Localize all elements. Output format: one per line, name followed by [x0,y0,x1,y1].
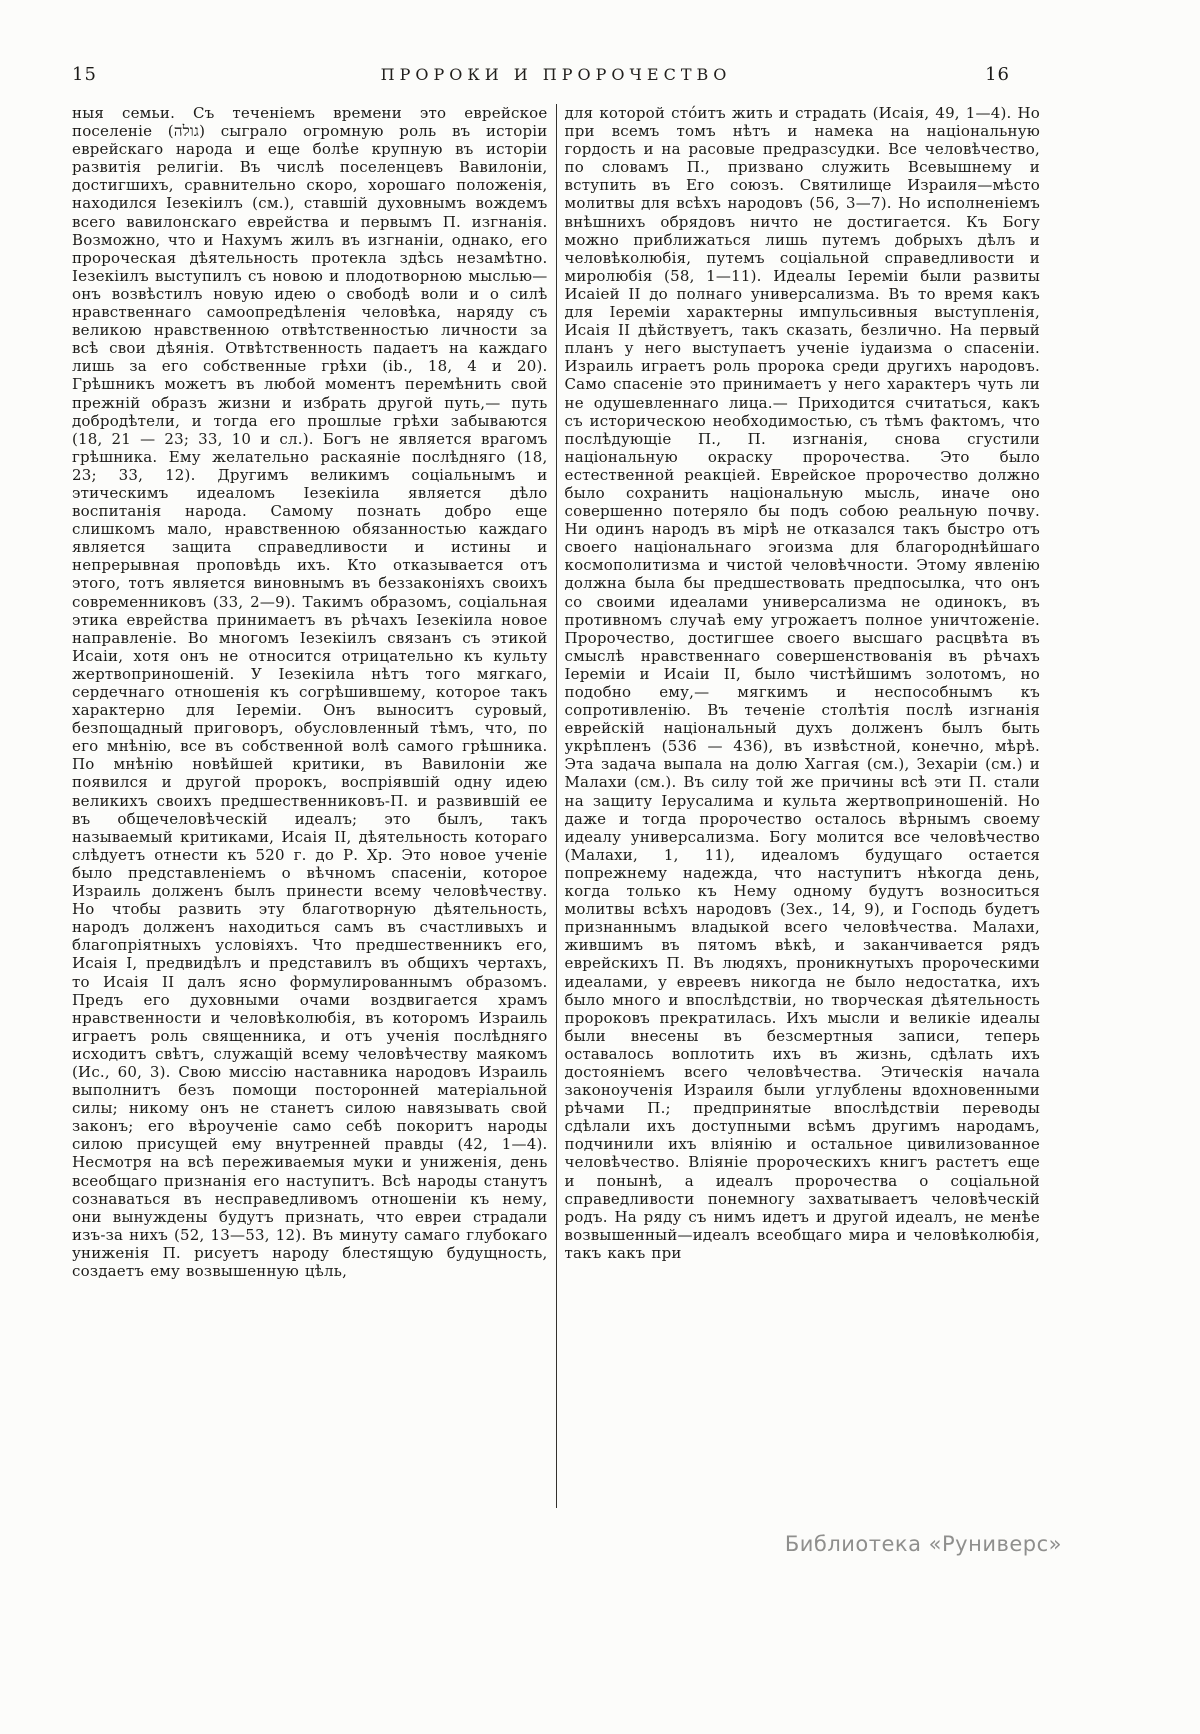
text-columns [72,104,1040,1508]
text-column-left: ныя семьи. Съ теченіемъ времени это еврейское поселеніе (גולה) сыграло огромную роль въ исторіи еврейскаго народа и еще болѣе крупную въ исторіи развитія религіи. Въ числѣ поселенцевъ Вавилоніи, достигшихъ, сравнительно скоро, хорошаго положенія, находился Іезекіилъ (см.), ставшій духовнымъ вождемъ всего вавилонскаго еврейства и первымъ П. изгнанія. Возможно, что и Нахумъ жилъ въ изгнаніи, однако, его пророческая дѣятельность протекла здѣсь незамѣтно. Іезекіилъ выступилъ съ новою и плодотворною мыслью— онъ возвѣстилъ новую идею о свободѣ воли и о силѣ нравственнаго самоопредѣленія человѣка, наряду съ великою нравственною отвѣтственностью личности за всѣ свои дѣянія. Отвѣтственность падаетъ на каждаго лишь за его собственные грѣхи (ib., 18, 4 и 20). Грѣшникъ можетъ въ любой моментъ перемѣнить свой прежній образъ жизни и избрать другой путь,— путь добродѣтели, и тогда его прошлые грѣхи забываются (18, 21 — 23; 33, 10 и сл.). Богъ не является врагомъ грѣшника. Ему желательно раскаяніе послѣдняго (18, 23; 33, 12). Другимъ великимъ соціальнымъ и этическимъ идеаломъ Іезекіила является дѣло воспитанія народа. Самому познать добро еще слишкомъ мало, нравственною обязанностью каждаго является защита справедливости и истины и непрерывная проповѣдь ихъ. Кто отказывается отъ этого, тотъ является виновнымъ въ беззаконіяхъ своихъ современниковъ (33, 2—9). Такимъ образомъ, соціальная этика еврейства принимаетъ въ рѣчахъ Іезекіила новое направленіе. Во многомъ Іезекіилъ связанъ съ этикой Исаіи, хотя онъ не относится отрицательно къ культу жертвоприношеній. У Іезекіила нѣтъ того мягкаго, сердечнаго отношенія къ согрѣшившему, которое такъ характерно для Іереміи. Онъ выноситъ суровый, безпощадный приговоръ, обусловленный тѣмъ, что, по его мнѣнію, все въ собственной волѣ самого грѣшника. По мнѣнію новѣйшей критики, въ Вавилоніи же появился и другой пророкъ, воспріявшій одну идею великихъ своихъ предшественниковъ-П. и развившій ее въ общечеловѣческій идеалъ; это былъ, такъ называемый критиками, Исаія II, дѣятельность котораго слѣдуетъ отнести къ 520 г. до Р. Хр. Это новое ученіе было представленіемъ о вѣчномъ спасеніи, которое Израиль долженъ былъ принести всему человѣчеству. Но чтобы развить эту благотворную дѣятельность, народъ долженъ находиться самъ въ счастливыхъ и благопріятныхъ условіяхъ. Что предшественникъ его, Исаія I, предвидѣлъ и представилъ въ общихъ чертахъ, то Исаія II далъ ясно формулированнымъ образомъ. Предъ его духовными очами воздвигается храмъ нравственности и человѣколюбія, въ которомъ Израиль играетъ роль священника, и отъ ученія послѣдняго исходитъ свѣтъ, служащій всему человѣчеству маякомъ (Ис., 60, 3). Свою миссію наставника народовъ Израиль выполнитъ безъ помощи посторонней матеріальной силы; никому онъ не станетъ силою навязывать свой законъ; его вѣроученіе само себѣ покоритъ народы силою присущей ему внутренней правды (42, 1—4). Несмотря на всѣ переживаемыя муки и униженія, день всеобщаго признанія его наступитъ. Всѣ народы станутъ сознаваться въ несправедливомъ отношеніи къ нему, они вынуждены будутъ признать, что евреи страдали изъ-за нихъ (52, 13—53, 12). Въ минуту самаго глубокаго униженія П. рисуетъ народу блестящую будущность, создаетъ ему возвышенную цѣль, [72,104,548,1280]
text-column-right: для которой стóитъ жить и страдать (Исаія, 49, 1—4). Но при всемъ томъ нѣтъ и намека на національную гордость и на расовые предразсудки. Все человѣчество, по словамъ П., призвано служить Всевышнему и вступить въ Его союзъ. Святилище Израиля—мѣсто молитвы для всѣхъ народовъ (56, 3—7). Но исполненіемъ внѣшнихъ обрядовъ ничто не достигается. Къ Богу можно приближаться лишь путемъ добрыхъ дѣлъ и человѣколюбія, путемъ соціальной справедливости и миролюбія (58, 1—11). Идеалы Іереміи были развиты Исаіей II до полнаго универсализма. Въ то время какъ для Іереміи характерны импульсивныя выступленія, Исаія II дѣйствуетъ, такъ сказать, безлично. На первый планъ у него выступаетъ ученіе іудаизма о спасеніи. Израиль играетъ роль пророка среди другихъ народовъ. Само спасеніе это принимаетъ у него характеръ чуть ли не одушевленнаго лица.— Приходится считаться, какъ съ историческою необходимостью, съ тѣмъ фактомъ, что послѣдующіе П., П. изгнанія, снова сгустили національную окраску пророчества. Это было естественной реакціей. Еврейское пророчество должно было сохранить національную мысль, иначе оно совершенно потеряло бы подъ собою реальную почву. Ни одинъ народъ въ мірѣ не отказался такъ быстро отъ своего національнаго эгоизма для благороднѣйшаго космополитизма и чистой человѣчности. Этому явленію должна была бы предшествовать предпосылка, что онъ со своими идеалами универсализма не одинокъ, въ противномъ случаѣ ему угрожаетъ полное уничтоженіе. Пророчество, достигшее своего высшаго расцвѣта въ смыслѣ нравственнаго совершенствованія въ рѣчахъ Іереміи и Исаіи II, было чистѣйшимъ золотомъ, но подобно ему,— мягкимъ и неспособнымъ къ сопротивленію. Въ теченіе столѣтія послѣ изгнанія еврейскій національный духъ долженъ былъ быть укрѣпленъ (536 — 436), въ извѣстной, конечно, мѣрѣ. Эта задача выпала на долю Хаггая (см.), Зехаріи (см.) и Малахи (см.). Въ силу той же причины всѣ эти П. стали на защиту Іерусалима и культа жертвоприношеній. Но даже и тогда пророчество осталось вѣрнымъ своему идеалу универсализма. Богу молится все человѣчество (Малахи, 1, 11), идеаломъ будущаго остается попрежнему надежда, что наступитъ нѣкогда день, когда только къ Нему одному будутъ возноситься молитвы всѣхъ народовъ (Зех., 14, 9), и Господь будетъ признаннымъ владыкой всего человѣчества. Малахи, жившимъ въ пятомъ вѣкѣ, и заканчивается рядъ еврейскихъ П. Въ людяхъ, проникнутыхъ пророческими идеалами, у евреевъ никогда не было недостатка, ихъ было много и впослѣдствіи, но творческая дѣятельность пророковъ прекратилась. Ихъ мысли и великіе идеалы были внесены въ безсмертныя записи, теперь оставалось воплотить ихъ въ жизнь, сдѣлать ихъ достояніемъ всего человѣчества. Этическія начала законоученія Израиля были углублены вдохновенными рѣчами П.; предпринятые впослѣдствіи переводы сдѣлали ихъ доступными всѣмъ другимъ народамъ, подчинили ихъ вліянію и остальное цивилизованное человѣчество. Вліяніе пророческихъ книгъ растетъ еще и понынѣ, а идеалъ пророчества о соціальной справедливости понемногу захватываетъ человѣческій родъ. На ряду съ нимъ идетъ и другой идеалъ, не менѣе возвышенный—идеалъ всеобщаго мира и человѣколюбія, такъ какъ при [564,104,1040,1262]
page-header [72,64,1040,88]
page-number-left: 15 [72,64,97,85]
page-title: ПРОРОКИ И ПРОРОЧЕСТВО [380,65,732,84]
column-divider [556,104,557,1508]
watermark: Библиотека «Руниверс» [784,1532,1062,1556]
page-number-right: 16 [985,64,1010,85]
